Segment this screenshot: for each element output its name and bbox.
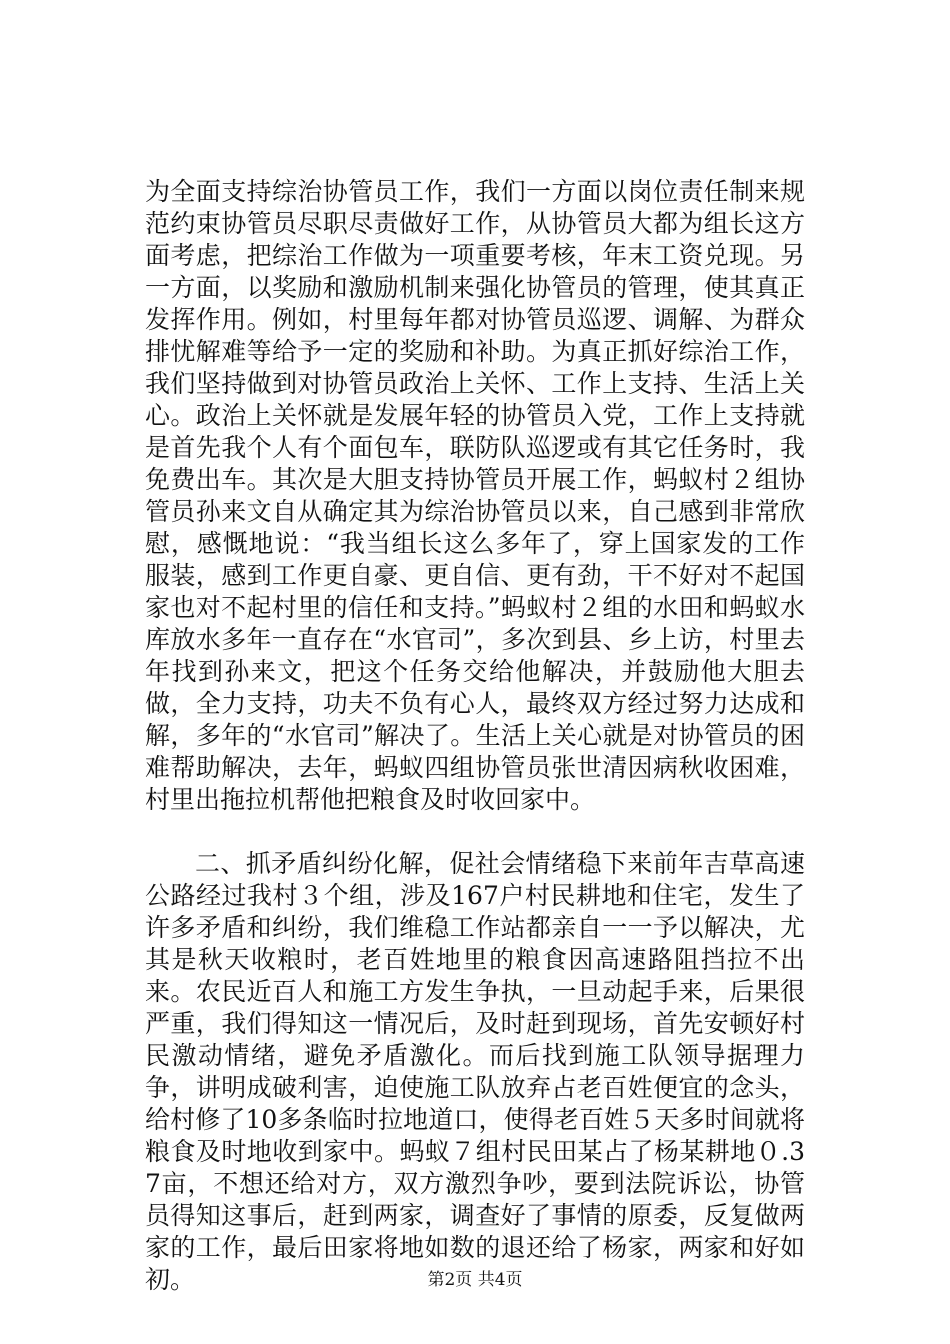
page-number-footer: 第2页 共4页	[427, 1270, 523, 1290]
document-body	[145, 176, 805, 1296]
paragraph-support-coordinators: 为全面支持综治协管员工作，我们一方面以岗位责任制来规范约束协管员尽职尽责做好工作，从协管员大都为组长这方面考虑，把综治工作做为一项重要考核，年末工资兑现。另一方面，以奖励和激励机制来强化协管员的管理，使其真正发挥作用。例如，村里每年都对协管员巡逻、调解、为群众排忧解难等给予一定的奖励和补助。为真正抓好综治工作，我们坚持做到对协管员政治上关怀、工作上支持、生活上关心。政治上关怀就是发展年轻的协管员入党，工作上支持就是首先我个人有个面包车，联防队巡逻或有其它任务时，我免费出车。其次是大胆支持协管员开展工作，蚂蚁村２组协管员孙来文自从确定其为综治协管员以来，自己感到非常欣慰，感慨地说：“我当组长这么多年了，穿上国家发的工作服装，感到工作更自豪、更自信、更有劲，干不好对不起国家也对不起村里的信任和支持。”蚂蚁村２组的水田和蚂蚁水库放水多年一直存在“水官司”，多次到县、乡上访，村里去年找到孙来文，把这个任务交给他解决，并鼓励他大胆去做，全力支持，功夫不负有心人，最终双方经过努力达成和解，多年的“水官司”解决了。生活上关心就是对协管员的困难帮助解决，去年，蚂蚁四组协管员张世清因病秋收困难，村里出拖拉机帮他把粮食及时收回家中。	[145, 177, 805, 814]
paragraph-dispute-resolution: 二、抓矛盾纠纷化解，促社会情绪稳下来前年吉草高速公路经过我村３个组，涉及167户村民耕地和住宅，发生了许多矛盾和纠纷，我们维稳工作站都亲自一一予以解决，尤其是秋天收粮时，老百姓地里的粮食因高速路阻挡拉不出来。农民近百人和施工方发生争执，一旦动起手来，后果很严重，我们得知这一情况后，及时赶到现场，首先安顿好村民激动情绪，避免矛盾激化。而后找到施工队领导据理力争，讲明成破利害，迫使施工队放弃占老百姓便宜的念头，给村修了10多条临时拉地道口，使得老百姓５天多时间就将粮食及时地收到家中。蚂蚁７组村民田某占了杨某耕地０.37亩，不想还给对方，双方激烈争吵，要到法院诉讼，协管员得知这事后，赶到两家，调查好了事情的原委，反复做两家的工作，最后田家将地如数的退还给了杨家，两家和好如初。	[145, 849, 805, 1294]
